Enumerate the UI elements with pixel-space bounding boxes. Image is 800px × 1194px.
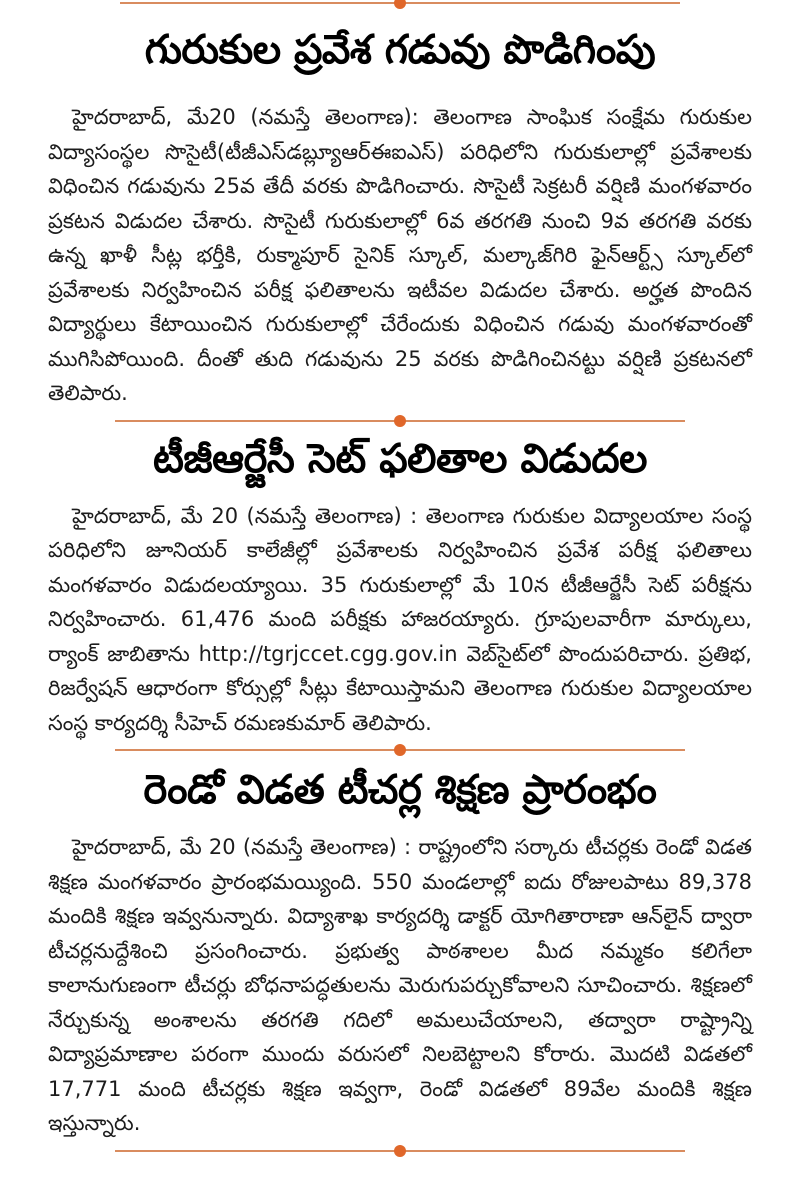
section-divider-bottom [115, 1141, 685, 1161]
article-body: హైదరాబాద్, మే 20 (నమస్తే తెలంగాణ) : రాష్ట్రంలోని సర్కారు టీచర్లకు రెండో విడత శిక్షణ మంగళవారం ప్రారంభమయ్యింది. 550 మండలాల్లో ఐదు రోజులపాటు 89,378 మందికి శిక్షణ ఇవ్వనున్నారు. విద్యాశాఖ కార్యదర్శి డాక్టర్ యోగితారాణా ఆన్‌లైన్ ద్వారా టీచర్లనుద్దేశించి ప్రసంగించారు. ప్రభుత్వ పాఠశాలల మీద నమ్మకం కలిగేలా కాలానుగుణంగా టీచర్లు బోధనాపద్ధతులను మెరుగుపర్చుకోవాలని సూచించారు. శిక్షణలో నేర్చుకున్న అంశాలను తరగతి గదిలో అమలుచేయాలని, తద్వారా రాష్ట్రాన్ని విద్యాప్రమాణాల పరంగా ముందు వరుసలో నిలబెట్టాలని కోరారు. మొదటి విడతలో 17,771 మంది టీచర్లకు శిక్షణ ఇవ్వగా, రెండో విడతలో 89వేల మందికి శిక్షణ ఇస్తున్నారు. [48, 835, 752, 1135]
divider-dot [394, 415, 406, 427]
top-divider [120, 2, 680, 4]
article-teacher-training [48, 764, 752, 1141]
article-body: హైదరాబాద్, మే 20 (నమస్తే తెలంగాణ) : తెలంగాణ గురుకుల విద్యాలయాల సంస్థ పరిధిలోని జూనియర్ కాలేజీల్లో ప్రవేశాలకు నిర్వహించిన ప్రవేశ పరీక్ష ఫలితాలు మంగళవారం విడుదలయ్యాయి. 35 గురుకులాల్లో మే 10న టీజీఆర్జేసీ సెట్ పరీక్షను నిర్వహించారు. 61,476 మంది పరీక్షకు హాజరయ్యారు. గ్రూపులవారీగా మార్కులు, ర్యాంక్ జాబితాను http://tgrjccet.cgg.gov.in వెబ్‌సైట్‌లో పొందుపరిచారు. ప్రతిభ, రిజర్వేషన్ ఆధారంగా కోర్సుల్లో సీట్లు కేటాయిస్తామని తెలంగాణ గురుకుల విద్యాలయాల సంస్థ కార్యదర్శి సీహెచ్ రమణకుమార్ తెలిపారు. [48, 503, 752, 735]
divider-dot [394, 744, 406, 756]
article-tgrjc-cet-results [48, 433, 752, 741]
divider-dot [394, 1145, 406, 1157]
article-headline: గురుకుల ప్రవేశ గడువు పొడిగింపు [144, 27, 656, 73]
article-headline: టీజీఆర్జేసీ సెట్ ఫలితాల విడుదల [153, 435, 647, 482]
section-divider [115, 740, 685, 760]
article-body: హైదరాబాద్, మే20 (నమస్తే తెలంగాణ): తెలంగాణ సాంఘిక సంక్షేమ గురుకుల విద్యాసంస్థల సొసైటీ(టీజీఎస్‌డబ్ల్యూఆర్‌ఈఐఎస్) పరిధిలోని గురుకులాల్లో ప్రవేశాలకు విధించిన గడువును 25వ తేదీ వరకు పొడిగించారు. సొసైటీ సెక్రటరీ వర్షిణి మంగళవారం ప్రకటన విడుదల చేశారు. సొసైటీ గురుకులాల్లో 6వ తరగతి నుంచి 9వ తరగతి వరకు ఉన్న ఖాళీ సీట్ల భర్తీకి, రుక్మాపూర్ సైనిక్ స్కూల్, మల్కాజ్‌గిరి ఫైన్‌ఆర్ట్స్ స్కూల్‌లో ప్రవేశాలకు నిర్వహించిన పరీక్ష ఫలితాలను ఇటీవల విడుదల చేశారు. అర్హత పొందిన విద్యార్థులు కేటాయించిన గురుకులాల్లో చేరేందుకు విధించిన గడువు మంగళవారంతో ముగిసిపోయింది. దీంతో తుది గడువును 25 వరకు పొడిగించినట్టు వర్షిణి ప్రకటనలో తెలిపారు. [48, 105, 752, 405]
divider-dot [394, 0, 406, 9]
article-headline: రెండో విడత టీచర్ల శిక్షణ ప్రారంభం [143, 767, 657, 813]
section-divider [115, 411, 685, 431]
article-gurukul-admission-deadline [48, 24, 752, 411]
